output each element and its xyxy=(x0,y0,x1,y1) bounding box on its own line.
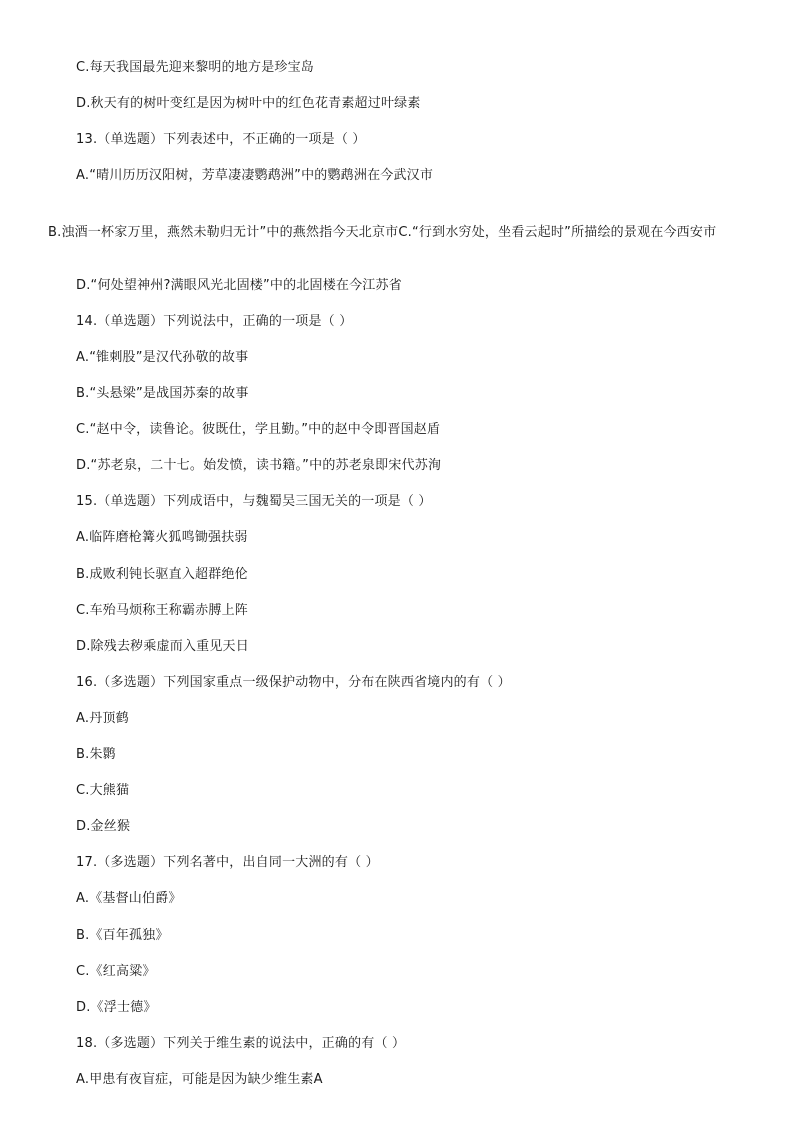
q13-option-a: A.“晴川历历汉阳树，芳草凄凄鹦鹉洲”中的鹦鹉洲在今武汉市 xyxy=(76,168,434,183)
q16-option-d: D.金丝猴 xyxy=(76,819,131,834)
q13-option-d: D.“何处望神州?满眼风光北固楼”中的北固楼在今江苏省 xyxy=(76,278,402,293)
q17-stem: 17.（多选题）下列名著中，出自同一大洲的有（ ） xyxy=(76,855,379,870)
q12-option-c: C.每天我国最先迎来黎明的地方是珍宝岛 xyxy=(76,60,315,75)
q14-option-d: D.“苏老泉，二十七。始发愤，读书籍。”中的苏老泉即宋代苏洵 xyxy=(76,458,442,473)
q15-option-a: A.临阵磨枪篝火狐鸣锄强扶弱 xyxy=(76,530,248,545)
q14-option-c: C.“赵中令，读鲁论。彼既仕，学且勤。”中的赵中令即晋国赵盾 xyxy=(76,422,441,437)
q14-stem: 14.（单选题）下列说法中，正确的一项是（ ） xyxy=(76,314,353,329)
q15-option-d: D.除残去秽乘虚而入重见天日 xyxy=(76,639,249,654)
q16-option-b: B.朱鹮 xyxy=(76,747,116,762)
q16-option-a: A.丹顶鹤 xyxy=(76,711,129,726)
q13-stem: 13.（单选题）下列表述中，不正确的一项是（ ） xyxy=(76,132,366,147)
q18-option-a: A.甲患有夜盲症，可能是因为缺少维生素A xyxy=(76,1072,323,1087)
q15-option-b: B.成败利钝长驱直入超群绝伦 xyxy=(76,567,248,582)
q17-option-c: C.《红高粱》 xyxy=(76,964,156,979)
q17-option-a: A.《基督山伯爵》 xyxy=(76,891,182,906)
q18-stem: 18.（多选题）下列关于维生素的说法中，正确的有（ ） xyxy=(76,1036,406,1051)
q15-stem: 15.（单选题）下列成语中，与魏蜀吴三国无关的一项是（ ） xyxy=(76,494,432,509)
q14-option-b: B.“头悬梁”是战国苏秦的故事 xyxy=(76,386,249,401)
q12-option-d: D.秋天有的树叶变红是因为树叶中的红色花青素超过叶绿素 xyxy=(76,96,421,111)
q15-option-c: C.车殆马烦称王称霸赤膊上阵 xyxy=(76,603,249,618)
q17-option-d: D.《浮士德》 xyxy=(76,1000,157,1015)
q17-option-b: B.《百年孤独》 xyxy=(76,928,169,943)
q16-stem: 16.（多选题）下列国家重点一级保护动物中，分布在陕西省境内的有（ ） xyxy=(76,675,511,690)
q16-option-c: C.大熊猫 xyxy=(76,783,130,798)
q13-option-b-c: B.浊酒一杯家万里，燕然未勒归无计”中的燕然指今天北京市C.“行到水穷处，坐看云起时”所描绘的景观在今西安市 xyxy=(48,225,717,240)
q14-option-a: A.“锥刺股”是汉代孙敬的故事 xyxy=(76,350,249,365)
